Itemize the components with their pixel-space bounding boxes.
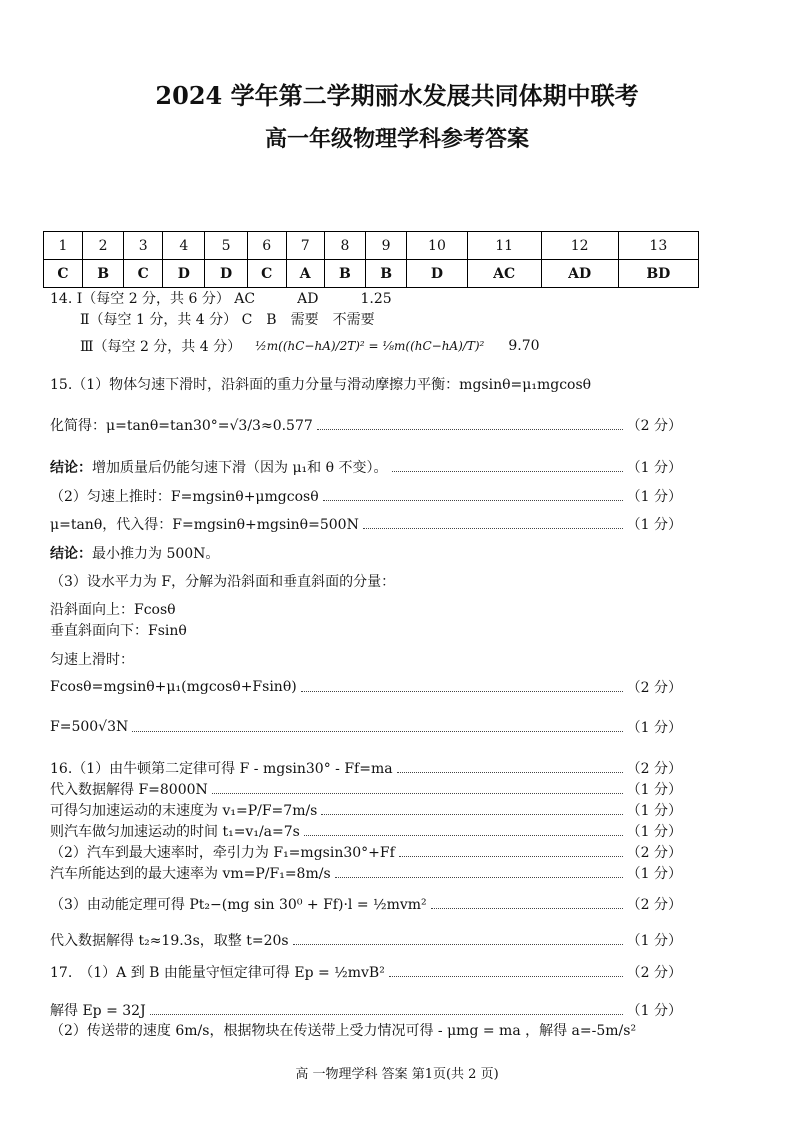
answer-table-number-cell: 6	[247, 232, 286, 260]
dot-leader	[363, 528, 623, 529]
answer-table-number-cell: 7	[286, 232, 324, 260]
dot-leader	[293, 944, 623, 945]
q16-line-points: （1 分）	[626, 824, 682, 840]
q16-line-points: （1 分）	[626, 782, 682, 798]
q15-line	[50, 716, 682, 738]
q14-line-3	[80, 336, 540, 356]
answer-table-number-cell: 11	[467, 232, 541, 260]
answer-table-answer-cell: D	[407, 260, 467, 288]
q16-line-text: 则汽车做匀加速运动的时间 t₁=v₁/a=7s	[50, 824, 300, 840]
answer-table-answer-cell: B	[83, 260, 124, 288]
dot-leader	[301, 691, 623, 692]
answer-table-number-cell: 10	[407, 232, 467, 260]
answer-table-answer-cell: C	[247, 260, 286, 288]
q15-line-points: （1 分）	[626, 720, 682, 736]
q15-line-text: 垂直斜面向下：Fsinθ	[50, 623, 187, 639]
answer-table-answer-cell: B	[366, 260, 407, 288]
answer-table	[43, 231, 699, 288]
answer-table-number-cell: 9	[366, 232, 407, 260]
q16-line-points: （2 分）	[626, 761, 682, 777]
answer-table-number-row	[44, 232, 699, 260]
q16-line-points: （1 分）	[626, 933, 682, 949]
dot-leader	[304, 835, 623, 836]
dot-leader	[323, 500, 623, 501]
q15-line	[50, 598, 682, 620]
dot-leader	[317, 429, 623, 430]
q15-line-text: （2）匀速上推时：F=mgsinθ+μmgcosθ	[50, 489, 319, 505]
answer-table-answer-cell: C	[124, 260, 163, 288]
q16-line	[50, 778, 682, 800]
q15-line	[50, 570, 682, 592]
q14-line-2: Ⅱ（每空 1 分，共 4 分） C B 需要 不需要	[80, 312, 375, 328]
dot-leader	[397, 772, 623, 773]
answer-table-answer-row	[44, 260, 699, 288]
q16-line	[50, 929, 682, 951]
q17-line-points: （2 分）	[626, 965, 682, 981]
q15-line-text: 15.（1）物体匀速下滑时，沿斜面的重力分量与滑动摩擦力平衡：mgsinθ=μ₁mgcosθ	[50, 377, 592, 393]
answer-table-answer-cell: D	[163, 260, 205, 288]
q16-line-points: （2 分）	[626, 845, 682, 861]
q16-line-text: 16.（1）由牛顿第二定律可得 F - mgsin30° - Ff=ma	[50, 761, 393, 777]
q15-line-text: Fcosθ=mgsinθ+μ₁(mgcosθ+Fsinθ)	[50, 679, 297, 695]
answer-table-number-cell: 12	[541, 232, 618, 260]
q15-line-points: （1 分）	[626, 489, 682, 505]
q17-line-points: （1 分）	[626, 1003, 682, 1019]
q16-line-text: 汽车所能达到的最大速率为 vm=P/F₁=8m/s	[50, 866, 331, 882]
page-subtitle: 高一年级物理学科参考答案	[264, 126, 529, 152]
q16-line-points: （1 分）	[626, 866, 682, 882]
q15-line	[50, 485, 682, 507]
dot-leader	[399, 856, 623, 857]
q14-answer-value: 9.70	[508, 338, 540, 354]
q16-line-text: 代入数据解得 t₂≈19.3s，取整 t=20s	[50, 933, 289, 949]
q15-line	[50, 676, 682, 698]
answer-table-number-cell: 1	[44, 232, 83, 260]
q16-line	[50, 757, 682, 779]
q15-line-points: （2 分）	[626, 418, 682, 434]
dot-leader	[321, 814, 622, 815]
q15-line-text: 化简得：μ=tanθ=tan30°=√3/3≈0.577	[50, 418, 313, 434]
answer-table-number-cell: 2	[83, 232, 124, 260]
q16-line	[50, 841, 682, 863]
q15-line	[50, 619, 682, 641]
q15-line-text: 沿斜面向上：Fcosθ	[50, 602, 176, 618]
q17-line	[50, 961, 682, 983]
answer-table-answer-cell: BD	[618, 260, 698, 288]
q15-line-points: （1 分）	[626, 460, 682, 476]
q17-line-text: （2）传送带的速度 6m/s，根据物块在传送带上受力情况可得 - μmg = ma ，解得 a=-5m/s²	[50, 1023, 637, 1039]
dot-leader	[335, 877, 623, 878]
q15-line	[50, 414, 682, 436]
dot-leader	[389, 976, 623, 977]
page-footer: 高 一物理学科 答案 第1页(共 2 页)	[295, 1067, 499, 1082]
answer-table-answer-cell: A	[286, 260, 324, 288]
q17-line-text: 17. （1）A 到 B 由能量守恒定律可得 Ep = ½mvB²	[50, 965, 385, 981]
page-title: 2024 学年第二学期丽水发展共同体期中联考	[155, 81, 639, 110]
q16-line	[50, 820, 682, 842]
q15-line-text: 结论：增加质量后仍能匀速下滑（因为 μ₁和 θ 不变）。	[50, 460, 388, 476]
q15-line	[50, 648, 682, 670]
answer-table-number-cell: 8	[324, 232, 365, 260]
dot-leader	[150, 1014, 623, 1015]
q15-line-points: （2 分）	[626, 680, 682, 696]
q15-line-text: 匀速上滑时：	[50, 652, 134, 668]
q16-line-text: 可得匀加速运动的末速度为 v₁=P/F=7m/s	[50, 803, 318, 819]
answer-table-answer-cell: AD	[541, 260, 618, 288]
q15-line-text: （3）设水平力为 F，分解为沿斜面和垂直斜面的分量：	[50, 574, 396, 590]
q14-energy-equation: ½m((hC−hA)/2T)² = ⅛m((hC−hA)/T)²	[255, 339, 485, 353]
q15-line	[50, 513, 682, 535]
dot-leader	[431, 908, 623, 909]
q14-line-3-prefix: Ⅲ（每空 2 分，共 4 分）	[80, 339, 242, 355]
q16-line	[50, 862, 682, 884]
q16-line-points: （2 分）	[626, 897, 682, 913]
q16-line-text: （2）汽车到最大速率时，牵引力为 F₁=mgsin30°+Ff	[50, 845, 395, 861]
q16-line-points: （1 分）	[626, 803, 682, 819]
q15-line-text: F=500√3N	[50, 719, 129, 735]
dot-leader	[392, 471, 623, 472]
q16-line-text: 代入数据解得 F=8000N	[50, 782, 208, 798]
answer-table-number-cell: 4	[163, 232, 205, 260]
answer-table-number-cell: 3	[124, 232, 163, 260]
q15-line	[50, 373, 682, 395]
q16-line-text: （3）由动能定理可得 Pt₂−(mg sin 30⁰ + Ff)·l = ½mvm²	[50, 897, 427, 913]
dot-leader	[132, 731, 622, 732]
dot-leader	[212, 793, 623, 794]
q14-line-1: 14. Ⅰ（每空 2 分，共 6 分） AC AD 1.25	[50, 291, 392, 307]
q15-line-points: （1 分）	[626, 517, 682, 533]
answer-table-answer-cell: B	[324, 260, 365, 288]
q15-line	[50, 456, 682, 478]
answer-table-number-cell: 5	[205, 232, 247, 260]
answer-table-number-cell: 13	[618, 232, 698, 260]
q16-line	[50, 893, 682, 915]
answer-table-answer-cell: C	[44, 260, 83, 288]
answer-table-answer-cell: AC	[467, 260, 541, 288]
q15-line-text: 结论：最小推力为 500N。	[50, 546, 220, 562]
q17-line	[50, 999, 682, 1021]
q15-line	[50, 542, 682, 564]
q17-line	[50, 1019, 682, 1041]
answer-table-answer-cell: D	[205, 260, 247, 288]
q17-line-text: 解得 Ep = 32J	[50, 1003, 146, 1019]
q16-line	[50, 799, 682, 821]
q15-line-text: μ=tanθ，代入得：F=mgsinθ+mgsinθ=500N	[50, 517, 359, 533]
